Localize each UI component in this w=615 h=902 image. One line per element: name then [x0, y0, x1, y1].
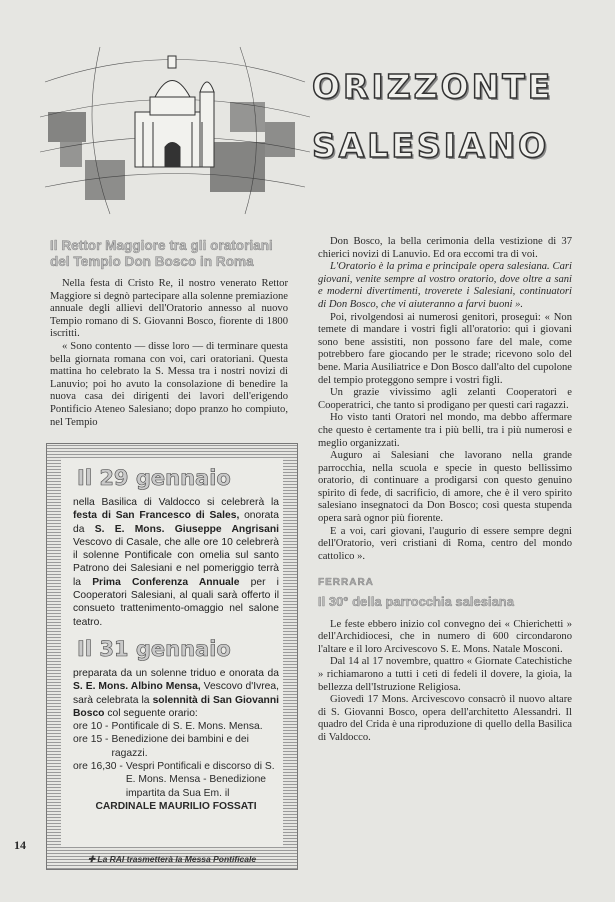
cardinal-name: CARDINALE MAURILIO FOSSATI — [95, 800, 257, 812]
page-number: 14 — [14, 838, 26, 852]
article-title-line-1: Il Rettor Maggiore tra gli oratoriani — [50, 238, 273, 253]
rai-broadcast-note: ✚ La RAI trasmetterà la Messa Pontificale — [87, 854, 257, 864]
article-right-column — [318, 236, 572, 745]
article-paragraph: Nella festa di Cristo Re, il nostro venerato Rettor Maggiore si degnò partecipare alla solenne premiazione annuale degli allievi dell'Oratorio annesso al nuovo Tempio romano di S. Giovanni Bosco, fiorente di 1800 iscritti. — [50, 278, 288, 340]
article-left-column — [50, 278, 288, 429]
ferrara-paragraph: Dal 14 al 17 novembre, quattro « Giornate Catechistiche » richiamarono a tutti i ceti di fedeli il dovere, la gioia, la bellezza dell'Istruzione Religiosa. — [318, 656, 572, 693]
article-title — [50, 238, 290, 270]
events-box — [46, 443, 298, 870]
events-box-inner — [61, 458, 283, 847]
masthead — [312, 67, 592, 165]
schedule-row: ore 16,30 - Vespri Pontificali e discorso di S. E. Mons. Mensa - Benedizione impartita da Sua Em. il — [73, 761, 275, 799]
article-paragraph: L'Oratorio è la prima e principale opera salesiana. Cari giovani, venite sempre al vostro oratorio, dove oltre a sani e moderni divertimenti, troverete i Salesiani, continuatori di Don Bosco, che vi aiuteranno a farvi buoni ». — [318, 261, 572, 310]
article-paragraph: Ho visto tanti Oratori nel mondo, ma debbo affermare che questo è certamente tra i più belli, tra i più numerosi e meglio organizzati. — [318, 412, 572, 449]
event-text-31: preparata da un solenne triduo e onorata da S. E. Mons. Albino Mensa, Vescovo d'Ivrea, sarà celebrata la solennità di San Giovanni Bosco col seguente orario: — [73, 667, 279, 719]
basilica-globe-illustration — [40, 42, 310, 217]
article-paragraph: « Sono contento — disse loro — di terminare questa bella giornata romana con voi, cari oratoriani. Questa mattina ho celebrato la S. Messa tra i nostri novizi di Lanuvio; poi ho avuto la consolazione di benedire la nuova casa dei dirigenti dei lavori dell'erigendo Pontificio Ateneo Salesiano; dopo pranzo ho compiuto, nel Tempio — [50, 340, 288, 428]
event-heading-29: Il 29 gennaio — [77, 466, 231, 490]
schedule-row: ore 15 - Benedizione dei bambini e dei ragazzi. — [73, 734, 249, 759]
article-paragraph: Un grazie vivissimo agli zelanti Cooperatori e Cooperatrici, che tanto si prodigano per questi cari ragazzi. — [318, 387, 572, 411]
ferrara-paragraph: Giovedì 17 Mons. Arcivescovo consacrò il nuovo altare di S. Giovanni Bosco, opera dell'architetto Alessandri. Il quadro del Crida è una riproduzione di quello della Basilica di Valdocco. — [318, 694, 572, 743]
article-title-line-2: del Tempio Don Bosco in Roma — [50, 254, 254, 269]
article-paragraph: E a voi, cari giovani, l'augurio di essere sempre degni dell'Oratorio, veri cristiani di Roma, centro del mondo cattolico ». — [318, 525, 572, 562]
schedule-row: ore 10 - Pontificale di S. E. Mons. Mensa. — [73, 721, 263, 733]
ferrara-paragraph: Le feste ebbero inizio col convegno dei « Chierichetti » dell'Archidiocesi, che in numero di 600 circondarono l'altare e il loro Arcivescovo S. E. Mons. Natale Mosconi. — [318, 618, 572, 655]
event-schedule — [73, 720, 279, 813]
article-paragraph: Auguro ai Salesiani che lavorano nella grande parrocchia, nella scuola e specie in questo bellissimo oratorio, di continuare a prodigarsi con questo genuino spirito di fede, di sacrificio, di amore, che è il vero spirito salesiano insegnatoci da Don Bosco; così questa stupenda opera sarà ognor più fiorente. — [318, 450, 572, 525]
article-paragraph: Poi, rivolgendosi ai numerosi genitori, proseguì: « Non temete di mandare i vostri figli all'oratorio: qui i giovani sono bene assistiti, non possono fare del male, come potrebbero fare giocando per le strade; ricevono solo del bene. Maria Ausiliatrice e Don Bosco dall'alto del cupolone del tempio proteggono sempre i vostri figli. — [318, 311, 572, 386]
section-title: Il 30° della parrocchia salesiana — [318, 594, 514, 610]
masthead-line-2: SALESIANO — [312, 126, 550, 165]
event-text-29: nella Basilica di Valdocco si celebrerà la festa di San Francesco di Sales, onorata da S. E. Mons. Giuseppe Angrisani Vescovo di Casale, che alle ore 10 celebrerà il solenne Pontificale con omelia sul santo Patrono dei Salesiani e nel pomeriggio terrà la Prima Conferenza Annuale per i Cooperatori Salesiani, al quali sarà offerto il consueto trattenimento-omaggio nel salone teatro. — [73, 497, 279, 628]
article-paragraph: Don Bosco, la bella cerimonia della vestizione di 37 chierici novizi di Lanuvio. Ed ora eccomi tra di voi. — [318, 236, 572, 260]
event-heading-31: Il 31 gennaio — [77, 636, 231, 661]
section-city-label: FERRARA — [318, 577, 374, 589]
masthead-line-1: ORIZZONTE — [312, 67, 554, 106]
